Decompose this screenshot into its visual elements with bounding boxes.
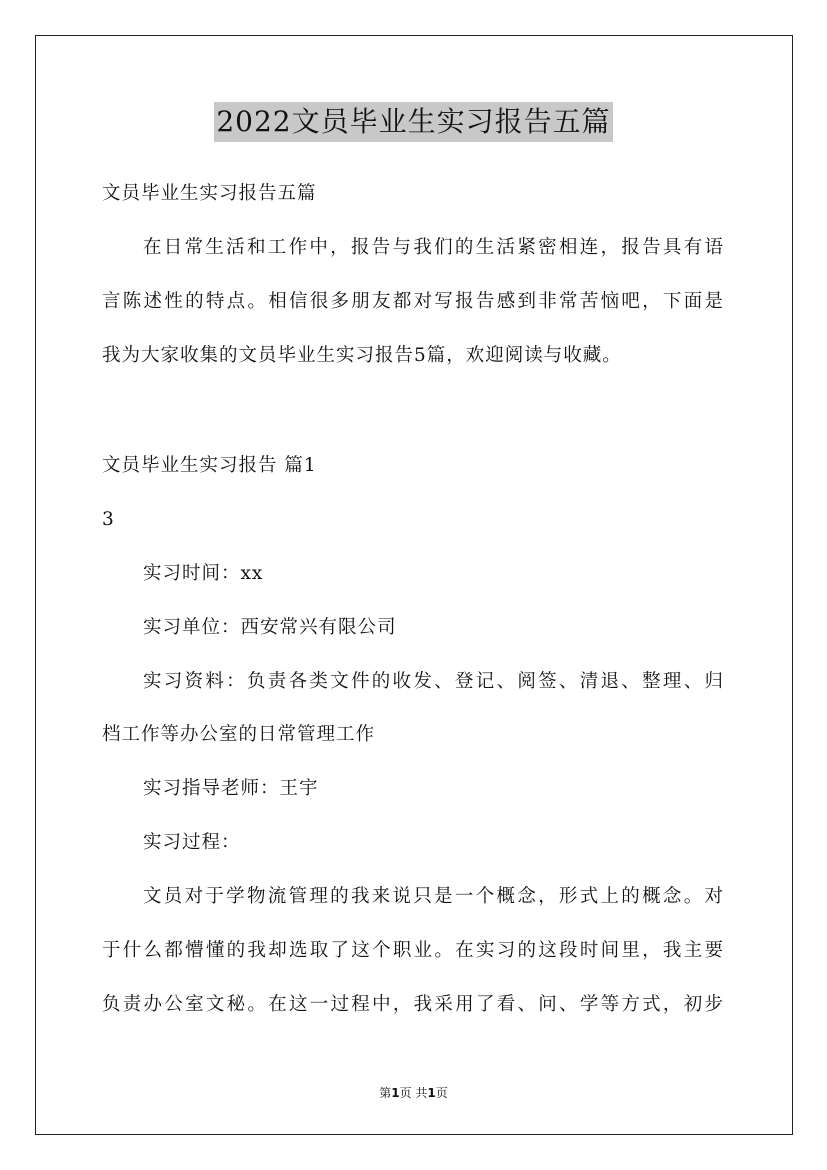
body-line-2: 于什么都懵懂的我却选取了这个职业。在实习的这段时间里，我主要 [102, 940, 724, 961]
intro-line-2: 言陈述性的特点。相信很多朋友都对写报告感到非常苦恼吧，下面是 [102, 291, 724, 312]
internship-content-line-1: 实习资料：负责各类文件的收发、登记、阅签、清退、整理、归 [143, 671, 724, 692]
internship-time: 实习时间：xx [143, 563, 264, 584]
section-number: 3 [102, 509, 115, 530]
footer-prefix: 第 [379, 1086, 392, 1100]
intro-line-3: 我为大家收集的文员毕业生实习报告5篇，欢迎阅读与收藏。 [102, 345, 622, 366]
internship-process: 实习过程： [143, 832, 241, 853]
footer-page-number: 1 [391, 1086, 400, 1100]
internship-teacher: 实习指导老师：王宇 [143, 778, 319, 799]
footer-mid: 页 共 [399, 1086, 428, 1100]
body-line-3: 负责办公室文秘。在这一过程中，我采用了看、问、学等方式，初步 [102, 994, 724, 1015]
body-line-1: 文员对于学物流管理的我来说只是一个概念，形式上的概念。对 [143, 886, 724, 907]
footer-suffix: 页 [435, 1086, 448, 1100]
intro-line-1: 在日常生活和工作中，报告与我们的生活紧密相连，报告具有语 [143, 237, 724, 258]
page-footer [0, 1084, 827, 1101]
internship-unit: 实习单位：西安常兴有限公司 [143, 617, 397, 638]
page-title: 2022文员毕业生实习报告五篇 [214, 102, 612, 142]
title-container [0, 102, 827, 142]
footer-total-pages: 1 [427, 1086, 436, 1100]
internship-content-line-2: 档工作等办公室的日常管理工作 [102, 724, 376, 745]
document-subtitle: 文员毕业生实习报告五篇 [102, 183, 317, 204]
section-heading: 文员毕业生实习报告 篇1 [102, 455, 317, 476]
